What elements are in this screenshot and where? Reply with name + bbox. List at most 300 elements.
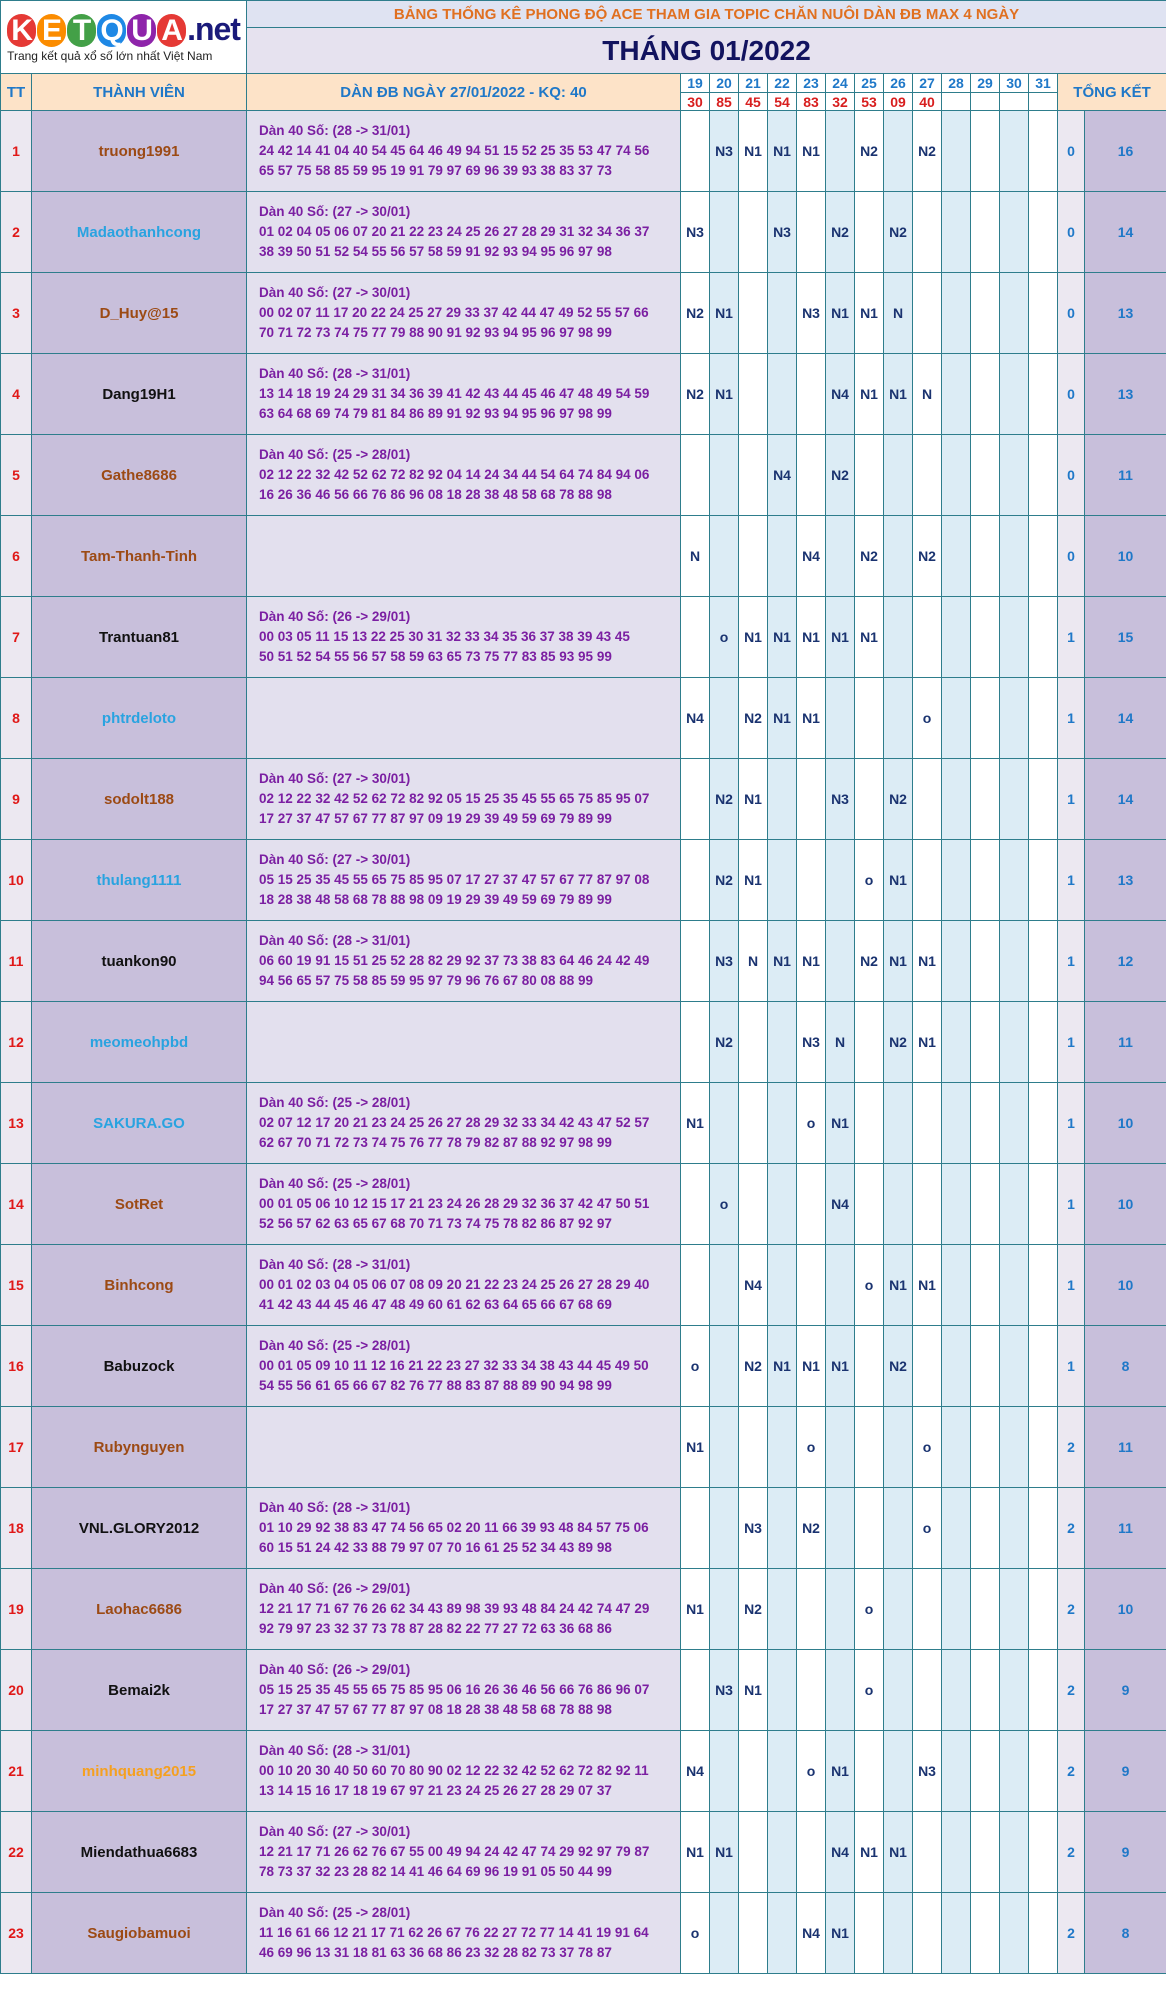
- day-mark: N3: [797, 1002, 826, 1083]
- day-result: 32: [826, 93, 855, 111]
- dan-line1: 05 15 25 35 45 55 65 75 85 95 06 16 26 36 46 56 66 76 86 96 07: [259, 1682, 650, 1697]
- dan-title: Dàn 40 Số: (26 -> 29/01): [259, 1581, 411, 1596]
- day-mark: N2: [797, 1488, 826, 1569]
- day-mark: [1029, 1569, 1058, 1650]
- day-mark: N1: [826, 1731, 855, 1812]
- row-number: 23: [1, 1893, 32, 1974]
- dan-title: Dàn 40 Số: (28 -> 31/01): [259, 933, 411, 948]
- day-mark: [1000, 111, 1029, 192]
- day-mark: [739, 1164, 768, 1245]
- dan-title: Dàn 40 Số: (28 -> 31/01): [259, 1500, 411, 1515]
- dan-title: Dàn 40 Số: (28 -> 31/01): [259, 1743, 411, 1758]
- day-mark: N3: [768, 192, 797, 273]
- day-mark: [710, 192, 739, 273]
- member-name[interactable]: Laohac6686: [32, 1569, 247, 1650]
- day-mark: o: [797, 1407, 826, 1488]
- summary-total: 14: [1085, 759, 1166, 840]
- table-row: [1, 1650, 1166, 1731]
- dan-cell: [247, 516, 681, 597]
- day-mark: o: [855, 1650, 884, 1731]
- day-mark: [739, 354, 768, 435]
- day-result: [1000, 93, 1029, 111]
- row-number: 19: [1, 1569, 32, 1650]
- day-mark: [768, 354, 797, 435]
- day-header: 23: [797, 74, 826, 93]
- row-number: 4: [1, 354, 32, 435]
- day-mark: N4: [768, 435, 797, 516]
- day-mark: N2: [913, 516, 942, 597]
- day-mark: N1: [710, 354, 739, 435]
- col-summary-header: TỔNG KẾT: [1058, 74, 1166, 111]
- row-number: 22: [1, 1812, 32, 1893]
- dan-cell: [247, 1569, 681, 1650]
- day-mark: N2: [739, 1326, 768, 1407]
- summary-count: 1: [1058, 1083, 1085, 1164]
- day-mark: N: [884, 273, 913, 354]
- row-number: 3: [1, 273, 32, 354]
- day-mark: N1: [710, 273, 739, 354]
- day-mark: o: [681, 1893, 710, 1974]
- day-mark: [739, 1731, 768, 1812]
- day-mark: [855, 1488, 884, 1569]
- table-row: [1, 1164, 1166, 1245]
- day-mark: [971, 678, 1000, 759]
- day-mark: [913, 1812, 942, 1893]
- day-mark: [942, 1731, 971, 1812]
- day-mark: [1000, 273, 1029, 354]
- day-mark: [913, 1569, 942, 1650]
- day-mark: [942, 111, 971, 192]
- day-mark: [1029, 921, 1058, 1002]
- day-mark: [855, 1407, 884, 1488]
- member-name[interactable]: Trantuan81: [32, 597, 247, 678]
- day-mark: [797, 192, 826, 273]
- day-mark: o: [797, 1731, 826, 1812]
- day-mark: N2: [855, 111, 884, 192]
- table-row: [1, 1731, 1166, 1812]
- day-mark: [681, 1650, 710, 1731]
- day-mark: [855, 1002, 884, 1083]
- day-mark: [739, 1893, 768, 1974]
- day-mark: [1029, 1488, 1058, 1569]
- day-mark: N: [739, 921, 768, 1002]
- dan-line2: 17 27 37 47 57 67 77 87 97 08 18 28 38 48 58 68 78 88 98: [259, 1702, 612, 1717]
- logo-letter: A: [157, 14, 186, 47]
- day-mark: [1029, 273, 1058, 354]
- day-mark: [942, 435, 971, 516]
- day-mark: N1: [768, 678, 797, 759]
- dan-line1: 01 10 29 92 38 83 47 74 56 65 02 20 11 66 39 93 48 84 57 75 06: [259, 1520, 649, 1535]
- summary-count: 1: [1058, 678, 1085, 759]
- dan-cell: [247, 1650, 681, 1731]
- logo[interactable]: [1, 1, 247, 74]
- day-mark: N3: [681, 192, 710, 273]
- day-mark: N1: [826, 1893, 855, 1974]
- day-mark: N1: [797, 678, 826, 759]
- day-mark: [942, 192, 971, 273]
- table-row: [1, 1893, 1166, 1974]
- day-mark: N2: [739, 678, 768, 759]
- dan-cell: [247, 1812, 681, 1893]
- day-mark: [971, 1488, 1000, 1569]
- day-mark: [826, 678, 855, 759]
- dan-line2: 65 57 75 58 85 59 95 19 91 79 97 69 96 39 93 38 83 37 73: [259, 163, 612, 178]
- day-mark: [913, 1326, 942, 1407]
- table-row: [1, 435, 1166, 516]
- day-mark: [884, 1407, 913, 1488]
- day-mark: [681, 1488, 710, 1569]
- summary-total: 13: [1085, 354, 1166, 435]
- day-mark: [1000, 1650, 1029, 1731]
- day-mark: [1000, 1488, 1029, 1569]
- day-mark: N1: [739, 597, 768, 678]
- day-mark: [739, 192, 768, 273]
- summary-count: 2: [1058, 1488, 1085, 1569]
- day-mark: [797, 759, 826, 840]
- day-mark: N: [681, 516, 710, 597]
- dan-cell: [247, 273, 681, 354]
- day-result: [942, 93, 971, 111]
- day-mark: [710, 516, 739, 597]
- day-mark: N1: [768, 111, 797, 192]
- dan-line2: 62 67 70 71 72 73 74 75 76 77 78 79 82 87 88 92 97 98 99: [259, 1135, 612, 1150]
- row-number: 12: [1, 1002, 32, 1083]
- day-header: 21: [739, 74, 768, 93]
- day-mark: [884, 678, 913, 759]
- member-name[interactable]: SotRet: [32, 1164, 247, 1245]
- summary-total: 14: [1085, 192, 1166, 273]
- member-name[interactable]: SAKURA.GO: [32, 1083, 247, 1164]
- day-mark: [768, 1002, 797, 1083]
- day-mark: [681, 1164, 710, 1245]
- row-number: 16: [1, 1326, 32, 1407]
- member-name[interactable]: Bemai2k: [32, 1650, 247, 1731]
- day-mark: [797, 1245, 826, 1326]
- dan-line2: 54 55 56 61 65 66 67 82 76 77 88 83 87 88 89 90 94 98 99: [259, 1378, 612, 1393]
- day-mark: [1000, 840, 1029, 921]
- dan-line2: 52 56 57 62 63 65 67 68 70 71 73 74 75 78 82 86 87 92 97: [259, 1216, 612, 1231]
- summary-total: 12: [1085, 921, 1166, 1002]
- dan-title: Dàn 40 Số: (25 -> 28/01): [259, 1176, 411, 1191]
- day-header: 24: [826, 74, 855, 93]
- day-mark: N1: [826, 1326, 855, 1407]
- member-name[interactable]: Babuzock: [32, 1326, 247, 1407]
- day-mark: [681, 759, 710, 840]
- day-mark: [884, 1164, 913, 1245]
- day-mark: [971, 273, 1000, 354]
- day-mark: N1: [913, 1002, 942, 1083]
- dan-line2: 50 51 52 54 55 56 57 58 59 63 65 73 75 77 83 85 93 95 99: [259, 649, 612, 664]
- dan-line1: 02 12 22 32 42 52 62 72 82 92 05 15 25 35 45 55 65 75 85 95 07: [259, 791, 650, 806]
- summary-total: 10: [1085, 1245, 1166, 1326]
- table-row: [1, 1812, 1166, 1893]
- day-mark: N4: [681, 678, 710, 759]
- day-mark: [942, 678, 971, 759]
- day-mark: [971, 354, 1000, 435]
- day-mark: [855, 435, 884, 516]
- day-mark: N1: [884, 1812, 913, 1893]
- day-mark: [826, 516, 855, 597]
- day-mark: N1: [884, 1245, 913, 1326]
- member-name[interactable]: thulang1111: [32, 840, 247, 921]
- day-header: 28: [942, 74, 971, 93]
- day-mark: [1029, 435, 1058, 516]
- row-number: 14: [1, 1164, 32, 1245]
- member-name[interactable]: Saugiobamuoi: [32, 1893, 247, 1974]
- day-mark: [1029, 1731, 1058, 1812]
- day-mark: [855, 759, 884, 840]
- day-mark: N2: [681, 273, 710, 354]
- day-mark: N4: [826, 1812, 855, 1893]
- day-mark: [971, 435, 1000, 516]
- day-mark: [768, 516, 797, 597]
- day-mark: [768, 1812, 797, 1893]
- day-mark: N2: [884, 1326, 913, 1407]
- day-mark: N1: [884, 921, 913, 1002]
- day-mark: [913, 759, 942, 840]
- member-name[interactable]: Miendathua6683: [32, 1812, 247, 1893]
- dan-title: Dàn 40 Số: (27 -> 30/01): [259, 771, 411, 786]
- member-name[interactable]: meomeohpbd: [32, 1002, 247, 1083]
- day-mark: [971, 597, 1000, 678]
- table-row: [1, 1245, 1166, 1326]
- day-mark: [971, 1407, 1000, 1488]
- day-mark: N1: [826, 273, 855, 354]
- dan-title: Dàn 40 Số: (25 -> 28/01): [259, 1338, 411, 1353]
- day-mark: [971, 1245, 1000, 1326]
- day-mark: [1000, 1569, 1029, 1650]
- day-mark: N2: [884, 759, 913, 840]
- member-name[interactable]: VNL.GLORY2012: [32, 1488, 247, 1569]
- member-name[interactable]: D_Huy@15: [32, 273, 247, 354]
- day-mark: [942, 1569, 971, 1650]
- day-mark: o: [797, 1083, 826, 1164]
- dan-line2: 60 15 51 24 42 33 88 79 97 07 70 16 61 25 52 34 43 89 98: [259, 1540, 612, 1555]
- dan-line2: 41 42 43 44 45 46 47 48 49 60 61 62 63 64 65 66 67 68 69: [259, 1297, 612, 1312]
- row-number: 13: [1, 1083, 32, 1164]
- day-mark: [710, 678, 739, 759]
- day-mark: N4: [681, 1731, 710, 1812]
- day-mark: [768, 1569, 797, 1650]
- summary-total: 8: [1085, 1893, 1166, 1974]
- dan-cell: [247, 1002, 681, 1083]
- member-name[interactable]: Madaothanhcong: [32, 192, 247, 273]
- member-name[interactable]: Dang19H1: [32, 354, 247, 435]
- day-mark: N2: [710, 1002, 739, 1083]
- member-name[interactable]: Tam-Thanh-Tinh: [32, 516, 247, 597]
- day-mark: [1000, 516, 1029, 597]
- summary-count: 2: [1058, 1650, 1085, 1731]
- summary-count: 1: [1058, 759, 1085, 840]
- day-mark: [1029, 1650, 1058, 1731]
- day-mark: [855, 1326, 884, 1407]
- col-member-header: THÀNH VIÊN: [32, 74, 247, 111]
- day-mark: N1: [681, 1407, 710, 1488]
- logo-letter: K: [7, 14, 36, 47]
- summary-total: 13: [1085, 840, 1166, 921]
- row-number: 21: [1, 1731, 32, 1812]
- day-mark: [826, 840, 855, 921]
- day-mark: [884, 1893, 913, 1974]
- day-mark: [739, 435, 768, 516]
- summary-total: 9: [1085, 1812, 1166, 1893]
- dan-cell: [247, 1488, 681, 1569]
- table-row: [1, 516, 1166, 597]
- day-mark: [797, 1812, 826, 1893]
- day-mark: [710, 1407, 739, 1488]
- day-mark: [1029, 1164, 1058, 1245]
- logo-tagline: Trang kết quả xổ số lớn nhất Việt Nam: [7, 49, 213, 63]
- day-mark: N1: [913, 1245, 942, 1326]
- member-name[interactable]: phtrdeloto: [32, 678, 247, 759]
- day-mark: o: [855, 840, 884, 921]
- dan-line2: 17 27 37 47 57 67 77 87 97 09 19 29 39 49 59 69 79 89 99: [259, 811, 612, 826]
- day-mark: [710, 1893, 739, 1974]
- table-row: [1, 840, 1166, 921]
- dan-line2: 92 79 97 23 32 37 73 78 87 28 82 22 77 27 72 63 36 68 86: [259, 1621, 612, 1636]
- summary-count: 2: [1058, 1812, 1085, 1893]
- day-mark: o: [913, 1407, 942, 1488]
- summary-total: 9: [1085, 1650, 1166, 1731]
- table-row: [1, 1569, 1166, 1650]
- day-mark: [942, 1407, 971, 1488]
- member-name[interactable]: Binhcong: [32, 1245, 247, 1326]
- summary-count: 1: [1058, 1326, 1085, 1407]
- table-row: [1, 1326, 1166, 1407]
- member-name[interactable]: Gathe8686: [32, 435, 247, 516]
- dan-line1: 00 02 07 11 17 20 22 24 25 27 29 33 37 42 44 47 49 52 55 57 66: [259, 305, 649, 320]
- day-mark: [942, 1326, 971, 1407]
- dan-title: Dàn 40 Số: (28 -> 31/01): [259, 123, 411, 138]
- day-mark: [884, 435, 913, 516]
- day-header: 26: [884, 74, 913, 93]
- day-mark: [1029, 759, 1058, 840]
- dan-cell: [247, 1083, 681, 1164]
- day-mark: N1: [797, 1326, 826, 1407]
- day-mark: [1000, 1893, 1029, 1974]
- summary-count: 0: [1058, 111, 1085, 192]
- day-mark: [1000, 1245, 1029, 1326]
- dan-line2: 70 71 72 73 74 75 77 79 88 90 91 92 93 94 95 96 97 98 99: [259, 325, 612, 340]
- day-mark: N4: [739, 1245, 768, 1326]
- day-mark: N1: [855, 1812, 884, 1893]
- day-mark: N3: [710, 921, 739, 1002]
- summary-total: 10: [1085, 1569, 1166, 1650]
- day-mark: [797, 840, 826, 921]
- dan-cell: [247, 1326, 681, 1407]
- day-mark: [1029, 111, 1058, 192]
- day-result: 54: [768, 93, 797, 111]
- dan-cell: [247, 435, 681, 516]
- summary-total: 10: [1085, 1164, 1166, 1245]
- dan-title: Dàn 40 Số: (25 -> 28/01): [259, 1095, 411, 1110]
- day-mark: [1000, 1326, 1029, 1407]
- dan-title: Dàn 40 Số: (27 -> 30/01): [259, 204, 411, 219]
- day-mark: [1000, 354, 1029, 435]
- dan-cell: [247, 354, 681, 435]
- day-mark: [710, 1326, 739, 1407]
- day-mark: [913, 435, 942, 516]
- day-mark: [855, 678, 884, 759]
- day-mark: [884, 1083, 913, 1164]
- day-mark: [971, 1650, 1000, 1731]
- day-mark: [855, 1731, 884, 1812]
- day-mark: N1: [797, 921, 826, 1002]
- dan-cell: [247, 759, 681, 840]
- day-mark: [797, 1164, 826, 1245]
- day-mark: [855, 1893, 884, 1974]
- row-number: 8: [1, 678, 32, 759]
- row-number: 1: [1, 111, 32, 192]
- member-name[interactable]: sodolt188: [32, 759, 247, 840]
- day-result: 40: [913, 93, 942, 111]
- dan-line2: 94 56 65 57 75 58 85 59 95 97 79 96 76 67 80 08 88 99: [259, 973, 594, 988]
- dan-title: Dàn 40 Số: (25 -> 28/01): [259, 447, 411, 462]
- day-mark: [681, 921, 710, 1002]
- dan-line1: 00 01 02 03 04 05 06 07 08 09 20 21 22 23 24 25 26 27 28 29 40: [259, 1277, 650, 1292]
- summary-total: 10: [1085, 516, 1166, 597]
- day-header: 30: [1000, 74, 1029, 93]
- day-header: 19: [681, 74, 710, 93]
- day-mark: [710, 1731, 739, 1812]
- day-header: 29: [971, 74, 1000, 93]
- day-mark: o: [710, 1164, 739, 1245]
- day-header: 31: [1029, 74, 1058, 93]
- summary-total: 13: [1085, 273, 1166, 354]
- day-mark: N4: [797, 516, 826, 597]
- member-name[interactable]: tuankon90: [32, 921, 247, 1002]
- day-mark: N1: [797, 597, 826, 678]
- summary-count: 0: [1058, 192, 1085, 273]
- row-number: 11: [1, 921, 32, 1002]
- dan-title: Dàn 40 Số: (26 -> 29/01): [259, 609, 411, 624]
- day-mark: [1000, 1812, 1029, 1893]
- day-mark: [1000, 921, 1029, 1002]
- day-mark: [739, 1407, 768, 1488]
- day-mark: N1: [826, 597, 855, 678]
- day-mark: [797, 1569, 826, 1650]
- day-mark: [884, 1569, 913, 1650]
- logo-wordmark: [7, 9, 240, 48]
- dan-line1: 11 16 61 66 12 21 17 71 62 26 67 76 22 27 72 77 14 41 19 91 64: [259, 1925, 649, 1940]
- day-mark: N1: [681, 1812, 710, 1893]
- day-mark: [971, 1893, 1000, 1974]
- day-mark: [1029, 1083, 1058, 1164]
- logo-letter: U: [127, 14, 156, 47]
- day-mark: N2: [710, 759, 739, 840]
- day-mark: [884, 1650, 913, 1731]
- day-header: 27: [913, 74, 942, 93]
- member-name[interactable]: truong1991: [32, 111, 247, 192]
- day-mark: N1: [739, 840, 768, 921]
- day-mark: [739, 1812, 768, 1893]
- dan-title: Dàn 40 Số: (26 -> 29/01): [259, 1662, 411, 1677]
- day-mark: N1: [739, 759, 768, 840]
- day-result: 85: [710, 93, 739, 111]
- dan-title: Dàn 40 Số: (27 -> 30/01): [259, 285, 411, 300]
- day-mark: [884, 111, 913, 192]
- day-mark: [768, 1893, 797, 1974]
- day-mark: [768, 1164, 797, 1245]
- member-name[interactable]: Rubynguyen: [32, 1407, 247, 1488]
- table-row: [1, 921, 1166, 1002]
- day-mark: [1029, 516, 1058, 597]
- day-mark: [942, 921, 971, 1002]
- summary-count: 1: [1058, 1164, 1085, 1245]
- member-name[interactable]: minhquang2015: [32, 1731, 247, 1812]
- day-mark: N3: [739, 1488, 768, 1569]
- dan-cell: [247, 1893, 681, 1974]
